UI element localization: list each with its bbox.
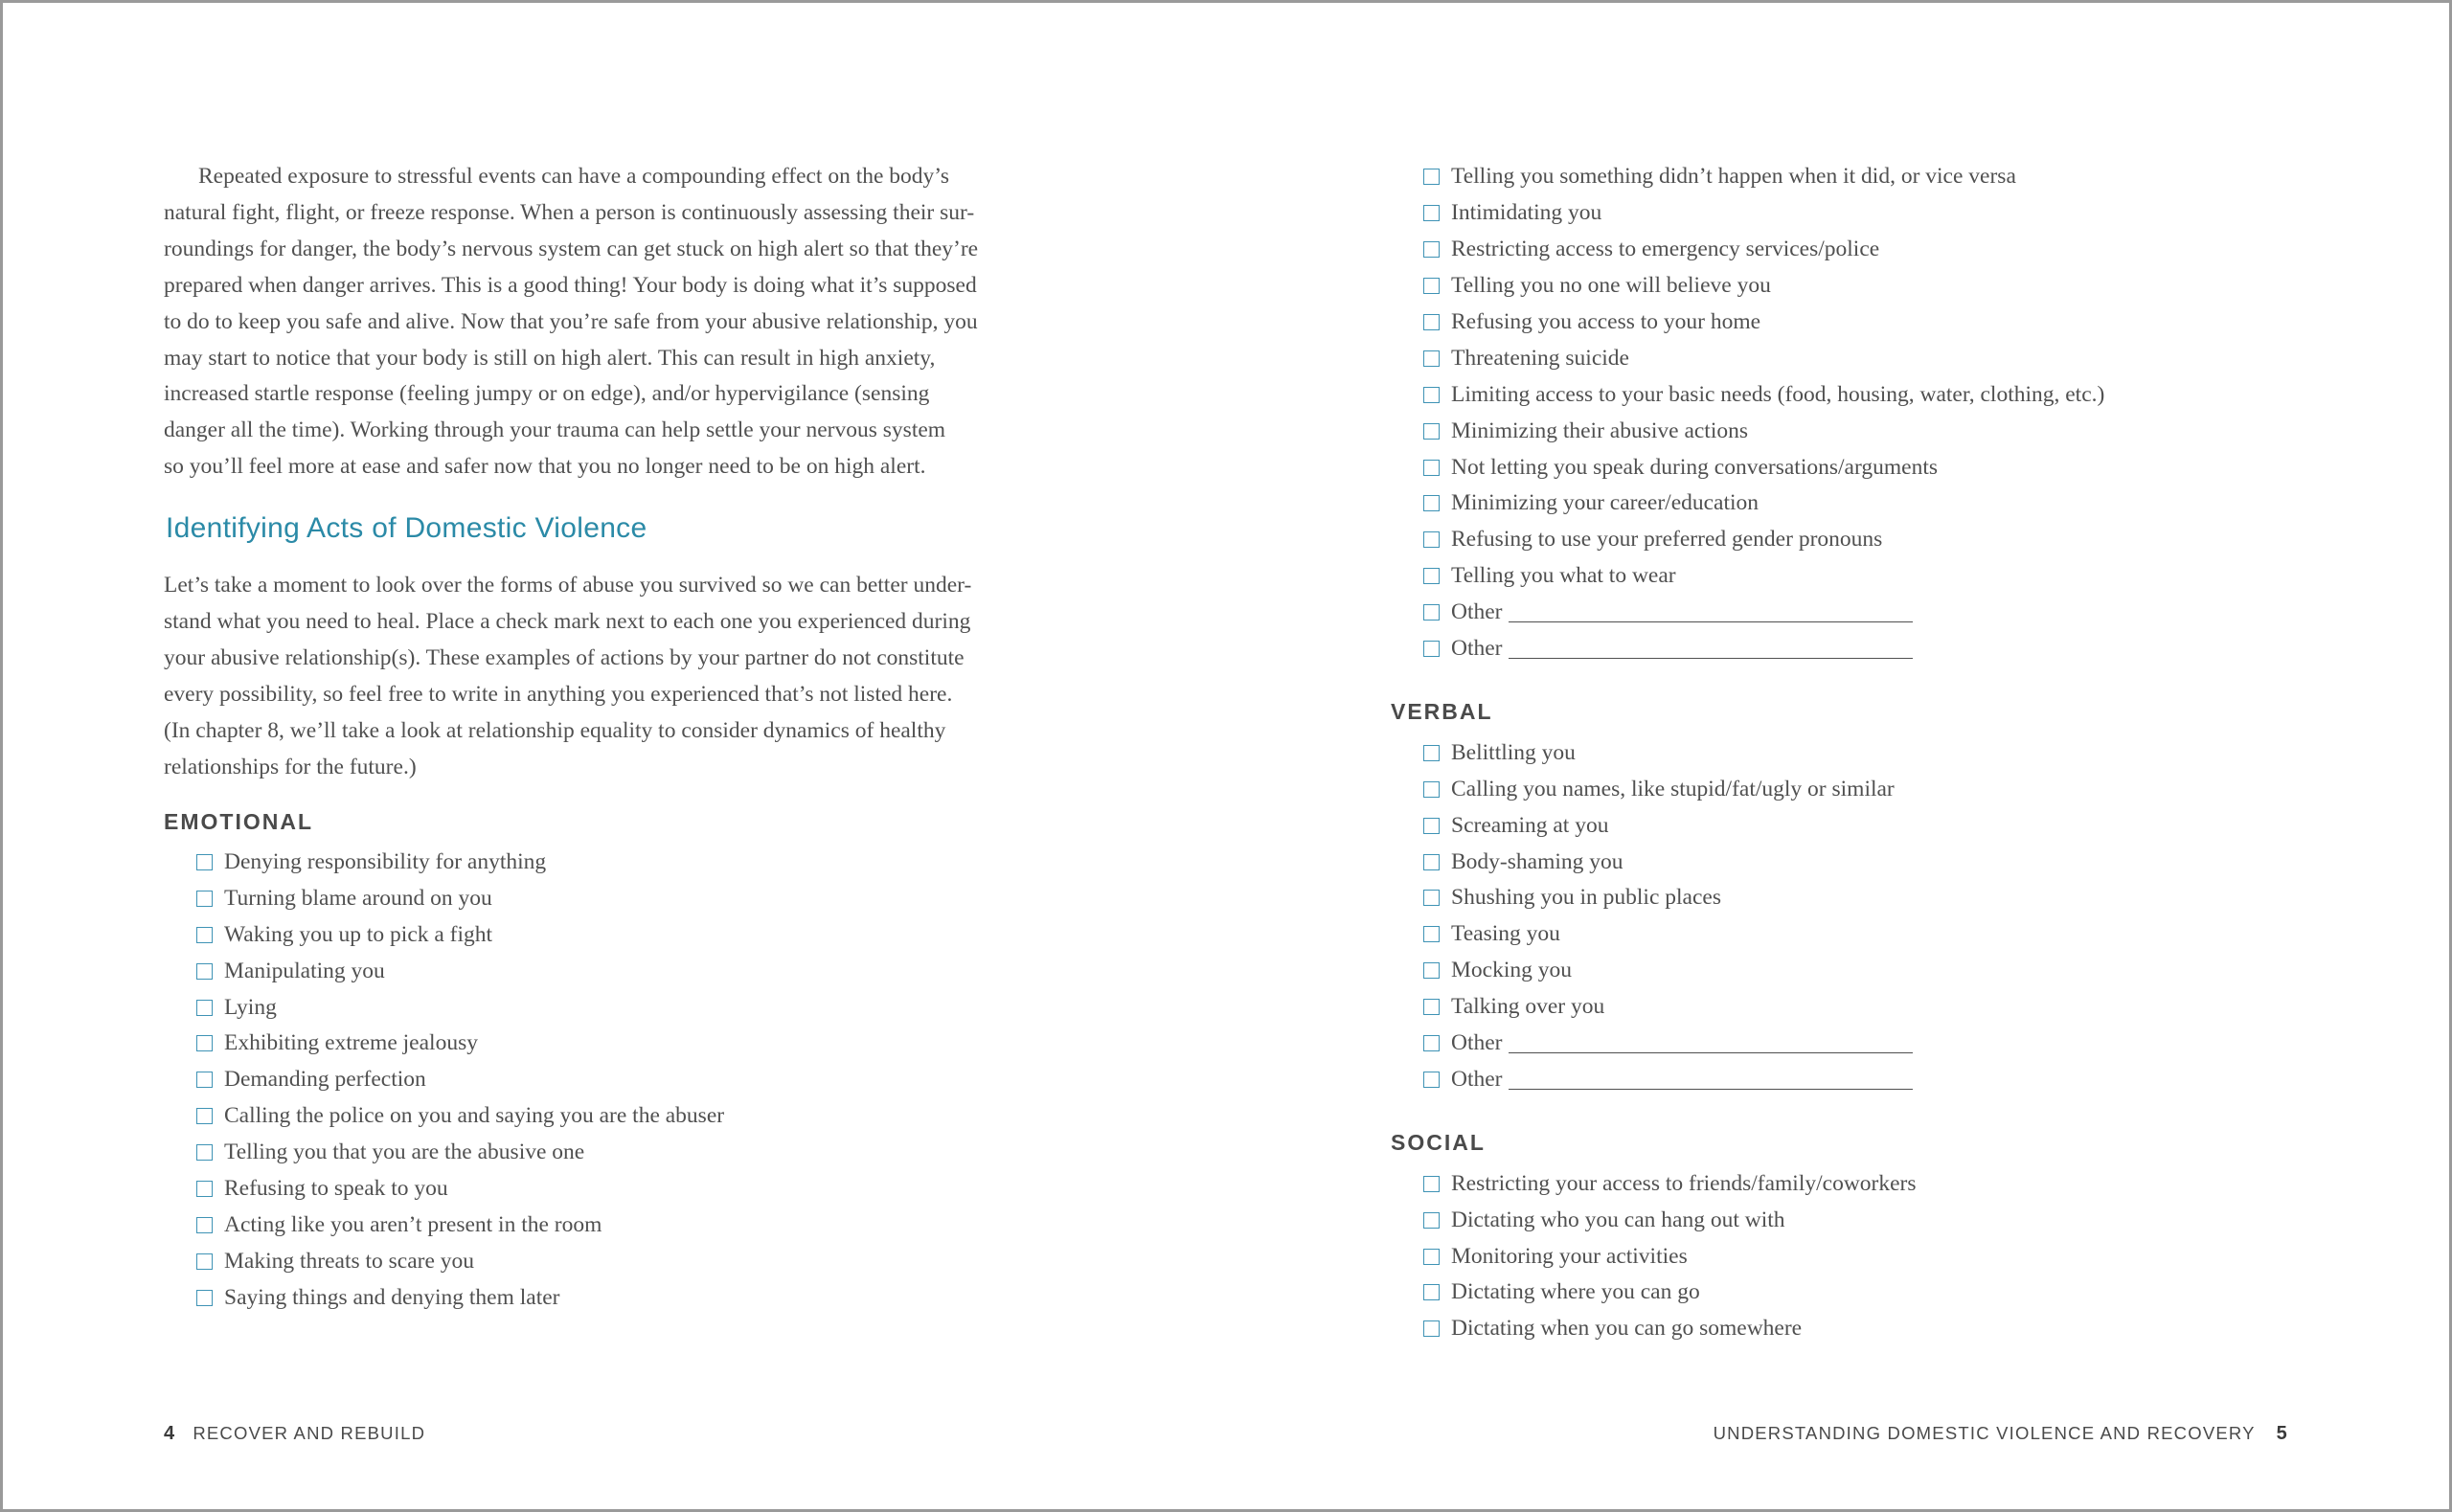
text-line: your abusive relationship(s). These examples of actions by your partner do not constitute	[164, 644, 965, 670]
left-page	[164, 159, 1074, 1316]
checkbox-icon[interactable]	[196, 1181, 213, 1197]
checklist-item-other[interactable]	[1423, 595, 2301, 631]
checklist-item[interactable]	[196, 880, 1074, 916]
checkbox-icon[interactable]	[1423, 241, 1440, 258]
checklist-item[interactable]	[196, 953, 1074, 989]
text-line: prepared when danger arrives. This is a good thing! Your body is doing what it’s supposed	[164, 272, 977, 298]
section-heading: Identifying Acts of Domestic Violence	[166, 512, 647, 545]
page-number: 5	[2276, 1423, 2288, 1444]
text-line: (In chapter 8, we’ll take a look at relationship equality to consider dynamics of healthy	[164, 717, 946, 743]
checkbox-icon[interactable]	[196, 1000, 213, 1016]
checklist-item-label: Minimizing their abusive actions	[1451, 417, 1749, 443]
checklist-item-label: Body-shaming you	[1451, 848, 1623, 874]
checklist-item-label: Restricting your access to friends/family/coworkers	[1451, 1170, 1917, 1196]
checklist-item[interactable]	[1423, 1275, 2301, 1311]
checkbox-icon[interactable]	[1423, 745, 1440, 761]
checkbox-icon[interactable]	[1423, 926, 1440, 942]
left-footer	[164, 1423, 425, 1445]
checkbox-icon[interactable]	[196, 963, 213, 980]
checklist-item-label: Minimizing your career/education	[1451, 490, 1760, 516]
checkbox-icon[interactable]	[1423, 387, 1440, 403]
checklist-item[interactable]	[1423, 1238, 2301, 1275]
checkbox-icon[interactable]	[1423, 854, 1440, 870]
checkbox-icon[interactable]	[1423, 1176, 1440, 1192]
checklist-item-label: Talking over you	[1451, 994, 1605, 1020]
checklist-item-label: Denying responsibility for anything	[224, 849, 547, 875]
checklist-item[interactable]	[196, 916, 1074, 953]
checklist-item-label: Calling you names, like stupid/fat/ugly or similar	[1451, 776, 1895, 801]
checklist-item-label: Calling the police on you and saying you are the abuser	[224, 1103, 725, 1129]
intro-paragraph	[164, 159, 1074, 485]
other-label: Other	[1451, 1030, 1503, 1056]
checklist-item-label: Monitoring your activities	[1451, 1243, 1688, 1269]
checklist-item-label: Telling you that you are the abusive one	[224, 1140, 585, 1165]
write-in-line[interactable]	[1509, 602, 1913, 622]
checkbox-icon[interactable]	[1423, 568, 1440, 584]
checkbox-icon[interactable]	[1423, 460, 1440, 476]
other-label: Other	[1451, 636, 1503, 662]
checklist-item[interactable]	[196, 1279, 1074, 1316]
checklist-item-label: Dictating when you can go somewhere	[1451, 1316, 1803, 1342]
text-line: so you’ll feel more at ease and safer now that you no longer need to be on high alert.	[164, 454, 926, 480]
checklist-item[interactable]	[1423, 989, 2301, 1026]
checklist-item-label: Screaming at you	[1451, 812, 1609, 838]
right-page	[1391, 159, 2301, 1347]
checklist-item[interactable]	[1423, 1311, 2301, 1347]
checklist-item-label: Limiting access to your basic needs (food, housing, water, clothing, etc.)	[1451, 381, 2105, 407]
checklist-item[interactable]	[1423, 413, 2301, 449]
checklist-item-label: Refusing to speak to you	[224, 1176, 448, 1202]
social-checklist	[1391, 1165, 2301, 1346]
checklist-item-label: Waking you up to pick a fight	[224, 921, 493, 947]
checklist-item[interactable]	[1423, 771, 2301, 807]
checklist-item[interactable]	[196, 1135, 1074, 1171]
checklist-item-label: Not letting you speak during conversations/arguments	[1451, 454, 1938, 480]
checklist-item[interactable]	[1423, 1165, 2301, 1202]
checkbox-icon[interactable]	[196, 1072, 213, 1088]
checklist-item[interactable]	[1423, 305, 2301, 341]
checklist-item[interactable]	[1423, 340, 2301, 376]
checkbox-icon[interactable]	[1423, 423, 1440, 440]
checklist-item-label: Acting like you aren’t present in the room	[224, 1211, 602, 1237]
checklist-item-label: Telling you what to wear	[1451, 563, 1676, 589]
checkbox-icon[interactable]	[1423, 890, 1440, 906]
checkbox-icon[interactable]	[1423, 169, 1440, 185]
checkbox-icon[interactable]	[1423, 350, 1440, 367]
checkbox-icon[interactable]	[1423, 1035, 1440, 1051]
checklist-item-label: Dictating who you can hang out with	[1451, 1207, 1785, 1232]
checkbox-icon[interactable]	[1423, 1212, 1440, 1229]
checkbox-icon[interactable]	[1423, 781, 1440, 798]
checklist-item[interactable]	[196, 1243, 1074, 1279]
checkbox-icon[interactable]	[1423, 1284, 1440, 1300]
checklist-item[interactable]	[1423, 376, 2301, 413]
checklist-item-label: Restricting access to emergency services/police	[1451, 237, 1880, 262]
checkbox-icon[interactable]	[1423, 1249, 1440, 1265]
checkbox-icon[interactable]	[196, 927, 213, 943]
checklist-item-other[interactable]	[1423, 631, 2301, 667]
checklist-item-label: Shushing you in public places	[1451, 885, 1721, 911]
checklist-item-label: Lying	[224, 994, 277, 1020]
checklist-item[interactable]	[1423, 522, 2301, 558]
checkbox-icon[interactable]	[1423, 278, 1440, 294]
checklist-item[interactable]	[1423, 880, 2301, 916]
checklist-item[interactable]	[1423, 268, 2301, 305]
text-line: roundings for danger, the body’s nervous system can get stuck on high alert so that they’re	[164, 236, 979, 261]
instructions-paragraph	[164, 568, 1074, 785]
checklist-item[interactable]	[1423, 1202, 2301, 1238]
checklist-item[interactable]	[1423, 449, 2301, 485]
checklist-item[interactable]	[196, 1171, 1074, 1207]
running-title: UNDERSTANDING DOMESTIC VIOLENCE AND RECOVERY	[1713, 1423, 2256, 1443]
checklist-item[interactable]	[1423, 807, 2301, 844]
checklist-item-label: Teasing you	[1451, 921, 1560, 947]
checkbox-icon[interactable]	[196, 1144, 213, 1161]
checklist-item[interactable]	[196, 1207, 1074, 1244]
checkbox-icon[interactable]	[1423, 962, 1440, 979]
checklist-item-label: Telling you something didn’t happen when it did, or vice versa	[1451, 164, 2016, 190]
text-line: increased startle response (feeling jumpy or on edge), and/or hypervigilance (sensing	[164, 381, 930, 407]
checklist-item-label: Telling you no one will believe you	[1451, 273, 1771, 299]
checklist-item-label: Refusing to use your preferred gender pronouns	[1451, 527, 1883, 553]
checkbox-icon[interactable]	[1423, 641, 1440, 657]
checkbox-icon[interactable]	[1423, 1072, 1440, 1088]
checklist-item[interactable]	[1423, 953, 2301, 989]
checklist-item[interactable]	[196, 1026, 1074, 1062]
checklist-item-label: Turning blame around on you	[224, 885, 492, 911]
verbal-checklist	[1391, 734, 2301, 1097]
checkbox-icon[interactable]	[1423, 531, 1440, 548]
checkbox-icon[interactable]	[1423, 818, 1440, 834]
emotional-continued-checklist	[1391, 159, 2301, 666]
checklist-item[interactable]	[196, 1062, 1074, 1098]
checklist-item[interactable]	[1423, 232, 2301, 268]
checkbox-icon[interactable]	[196, 1217, 213, 1233]
checklist-item[interactable]	[1423, 485, 2301, 522]
text-line: may start to notice that your body is still on high alert. This can result in high anxiety,	[164, 345, 936, 371]
checklist-item-label: Mocking you	[1451, 958, 1572, 983]
checklist-item-label: Threatening suicide	[1451, 345, 1629, 371]
text-line: Let’s take a moment to look over the forms of abuse you survived so we can better under-	[164, 573, 972, 598]
text-line: natural fight, flight, or freeze response. When a person is continuously assessing their sur-	[164, 199, 975, 225]
checkbox-icon[interactable]	[1423, 495, 1440, 511]
running-title: RECOVER AND REBUILD	[193, 1423, 426, 1443]
checkbox-icon[interactable]	[1423, 205, 1440, 221]
text-line: stand what you need to heal. Place a check mark next to each one you experienced during	[164, 609, 971, 635]
verbal-label: VERBAL	[1391, 699, 1493, 725]
checklist-item[interactable]	[196, 989, 1074, 1026]
text-line: Repeated exposure to stressful events can have a compounding effect on the body’s	[198, 164, 949, 189]
checklist-item[interactable]	[1423, 734, 2301, 771]
checkbox-icon[interactable]	[196, 1108, 213, 1124]
checkbox-icon[interactable]	[1423, 314, 1440, 330]
checklist-item-label: Belittling you	[1451, 739, 1576, 765]
write-in-line[interactable]	[1509, 1070, 1913, 1090]
checklist-item-label: Making threats to scare you	[224, 1248, 475, 1274]
other-label: Other	[1451, 1066, 1503, 1092]
checkbox-icon[interactable]	[196, 891, 213, 907]
text-line: relationships for the future.)	[164, 754, 417, 779]
checklist-item[interactable]	[1423, 195, 2301, 232]
checklist-item[interactable]	[1423, 916, 2301, 953]
checkbox-icon[interactable]	[196, 1035, 213, 1051]
page-number: 4	[164, 1423, 176, 1444]
checklist-item-label: Manipulating you	[224, 958, 385, 983]
checkbox-icon[interactable]	[1423, 999, 1440, 1015]
text-line: every possibility, so feel free to write in anything you experienced that’s not listed here.	[164, 681, 953, 707]
checkbox-icon[interactable]	[1423, 604, 1440, 621]
checkbox-icon[interactable]	[196, 1253, 213, 1270]
text-line: to do to keep you safe and alive. Now that you’re safe from your abusive relationship, you	[164, 308, 978, 334]
checklist-item[interactable]	[196, 845, 1074, 881]
write-in-line[interactable]	[1509, 1033, 1913, 1053]
checkbox-icon[interactable]	[1423, 1320, 1440, 1337]
checklist-item[interactable]	[1423, 558, 2301, 595]
emotional-label: EMOTIONAL	[164, 808, 313, 834]
checklist-item[interactable]	[196, 1098, 1074, 1135]
checklist-item-label: Dictating where you can go	[1451, 1279, 1700, 1305]
write-in-line[interactable]	[1509, 639, 1913, 659]
checklist-item-label: Exhibiting extreme jealousy	[224, 1030, 478, 1056]
checkbox-icon[interactable]	[196, 1290, 213, 1306]
social-label: SOCIAL	[1391, 1130, 1486, 1156]
checkbox-icon[interactable]	[196, 854, 213, 870]
checklist-item-label: Intimidating you	[1451, 200, 1602, 226]
checklist-item-label: Saying things and denying them later	[224, 1284, 560, 1310]
checklist-item-label: Demanding perfection	[224, 1067, 426, 1093]
right-footer	[1714, 1423, 2288, 1445]
other-label: Other	[1451, 599, 1503, 625]
checklist-item-other[interactable]	[1423, 1061, 2301, 1097]
emotional-checklist	[164, 845, 1074, 1317]
text-line: danger all the time). Working through your trauma can help settle your nervous system	[164, 417, 946, 443]
checklist-item[interactable]	[1423, 844, 2301, 880]
checklist-item-label: Refusing you access to your home	[1451, 309, 1761, 334]
checklist-item[interactable]	[1423, 159, 2301, 195]
checklist-item-other[interactable]	[1423, 1026, 2301, 1062]
